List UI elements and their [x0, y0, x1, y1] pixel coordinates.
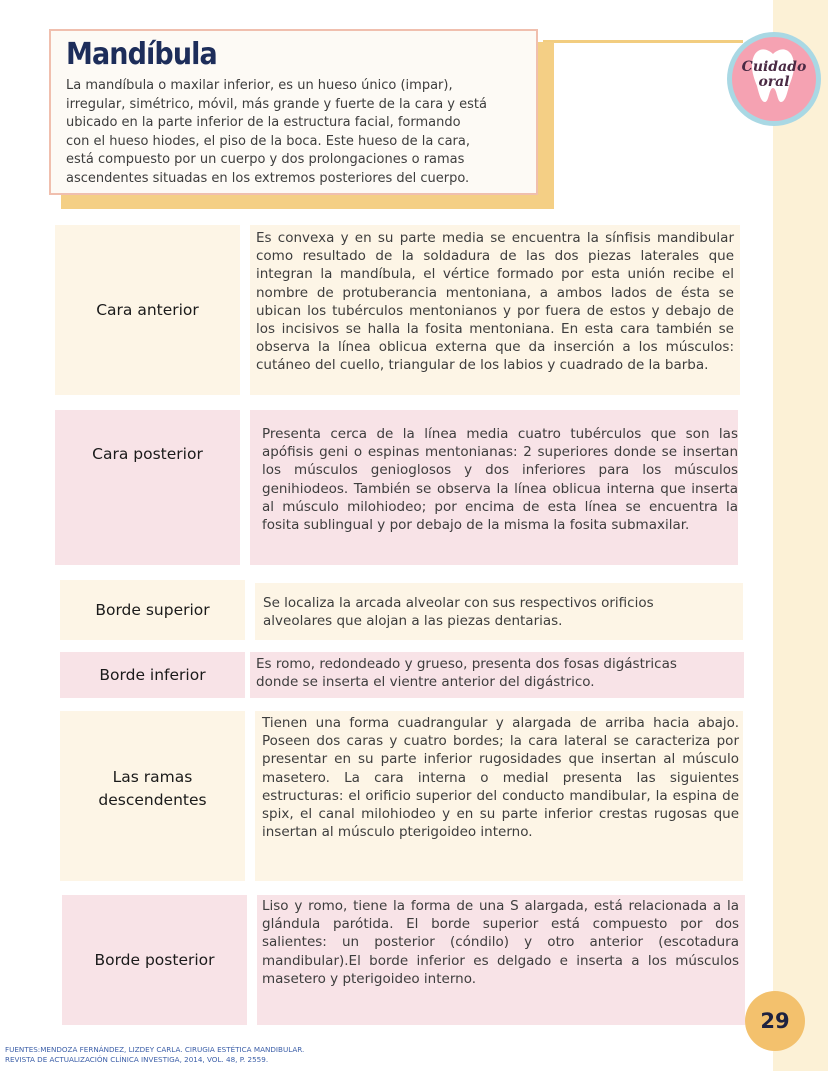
- right-margin-strip: [773, 0, 828, 1071]
- intro-line: irregular, simétrico, móvil, más grande y fuerte de la cara y está: [66, 96, 487, 112]
- row-desc-cara-anterior: Es convexa y en su parte media se encuentra la sínfisis mandibular como resultado de la soldadura de las dos piezas laterales que integran la mandíbula, el vértice formado por esta unión recibe el nombre de protuberancia mentoniana, a ambos lados de ésta se ubican los tubérculos mentonianos y por fuera de estos y debajo de los incisivos se halla la fosita mentoniana. En esta cara también se observa la línea oblicua externa que da inserción a los músculos: cutáneo del cuello, triangular de los labios y cuadrado de la barba.: [250, 225, 740, 395]
- row-desc-cara-posterior: Presenta cerca de la línea media cuatro tubérculos que son las apófisis geni o espinas mentonianas: 2 superiores donde se insertan los músculos genioglosos y dos inferiores para los músculos genihiodeos. También se observa la línea oblicua interna que inserta al músculo milohiodeo; por encima de esta línea se encuentra la fosita sublingual y por debajo de la misma la fosita submaxilar.: [250, 410, 738, 565]
- logo-text: [727, 60, 821, 90]
- intro-line: está compuesto por un cuerpo y dos prolongaciones o ramas: [66, 152, 465, 167]
- row-label-borde-inferior: [60, 652, 245, 698]
- source-citation: [5, 1045, 304, 1065]
- intro-line: ubicado en la parte inferior de la estructura facial, formando: [66, 115, 461, 130]
- logo-text-line: oral: [758, 74, 790, 90]
- row-desc-borde-superior: Se localiza la arcada alveolar con sus respectivos orificios alveolares que alojan a las piezas dentarias.: [255, 583, 743, 640]
- intro-paragraph: [66, 77, 522, 188]
- row-desc-borde-inferior: Es romo, redondeado y grueso, presenta dos fosas digástricas donde se inserta el vientre anterior del digástrico.: [250, 652, 744, 698]
- source-line: REVISTA DE ACTUALIZACIÓN CLÍNICA INVESTIGA, 2014, VOL. 48, P. 2559.: [5, 1055, 269, 1064]
- intro-line: La mandíbula o maxilar inferior, es un hueso único (impar),: [66, 78, 453, 93]
- row-label-cara-anterior: [55, 225, 240, 395]
- intro-line: ascendentes situadas en los extremos posteriores del cuerpo.: [66, 170, 470, 186]
- cuidado-oral-logo: [727, 32, 821, 126]
- row-label-borde-superior: [60, 580, 245, 640]
- row-label-text: Borde inferior: [99, 665, 206, 684]
- page-title: Mandíbula: [66, 37, 217, 72]
- intro-line: con el hueso hiodes, el piso de la boca. Este hueso de la cara,: [66, 133, 470, 149]
- row-label-borde-posterior: [62, 895, 247, 1025]
- page-number: 29: [745, 991, 805, 1051]
- row-desc-borde-posterior: Liso y romo, tiene la forma de una S alargada, está relacionada a la glándula parótida. El borde superior está compuesto por dos salientes: un posterior (cóndilo) y otro anterior (escotadura mandibular).El borde inferior es delgado e inserta a los músculos masetero y pterigoideo interno.: [257, 895, 745, 1025]
- decorative-line: [543, 40, 743, 43]
- row-label-ramas-descendentes: [60, 711, 245, 881]
- intro-card: [49, 29, 538, 195]
- row-label-text: Cara anterior: [96, 300, 199, 319]
- row-label-cara-posterior: [55, 410, 240, 565]
- row-label-text: Cara posterior: [92, 445, 203, 463]
- row-label-text: Borde posterior: [94, 950, 215, 969]
- row-label-text: Borde superior: [95, 600, 210, 619]
- logo-text-line: Cuidado: [741, 59, 807, 75]
- source-line: FUENTES:MENDOZA FERNÁNDEZ, LIZDEY CARLA. CIRUGIA ESTÉTICA MANDIBULAR.: [5, 1045, 305, 1054]
- row-label-text: Las ramas descendentes: [98, 768, 207, 809]
- row-desc-ramas-descendentes: Tienen una forma cuadrangular y alargada de arriba hacia abajo. Poseen dos caras y cuatro bordes; la cara lateral se caracteriza por presentar en su parte inferior rugosidades que insertan al músculo masetero. La cara interna o medial presenta las siguientes estructuras: el orificio superior del conducto mandibular, la espina de spix, el canal milohiodeo y en su parte inferior crestas rugosas que insertan al músculo pterigoideo interno.: [255, 711, 743, 881]
